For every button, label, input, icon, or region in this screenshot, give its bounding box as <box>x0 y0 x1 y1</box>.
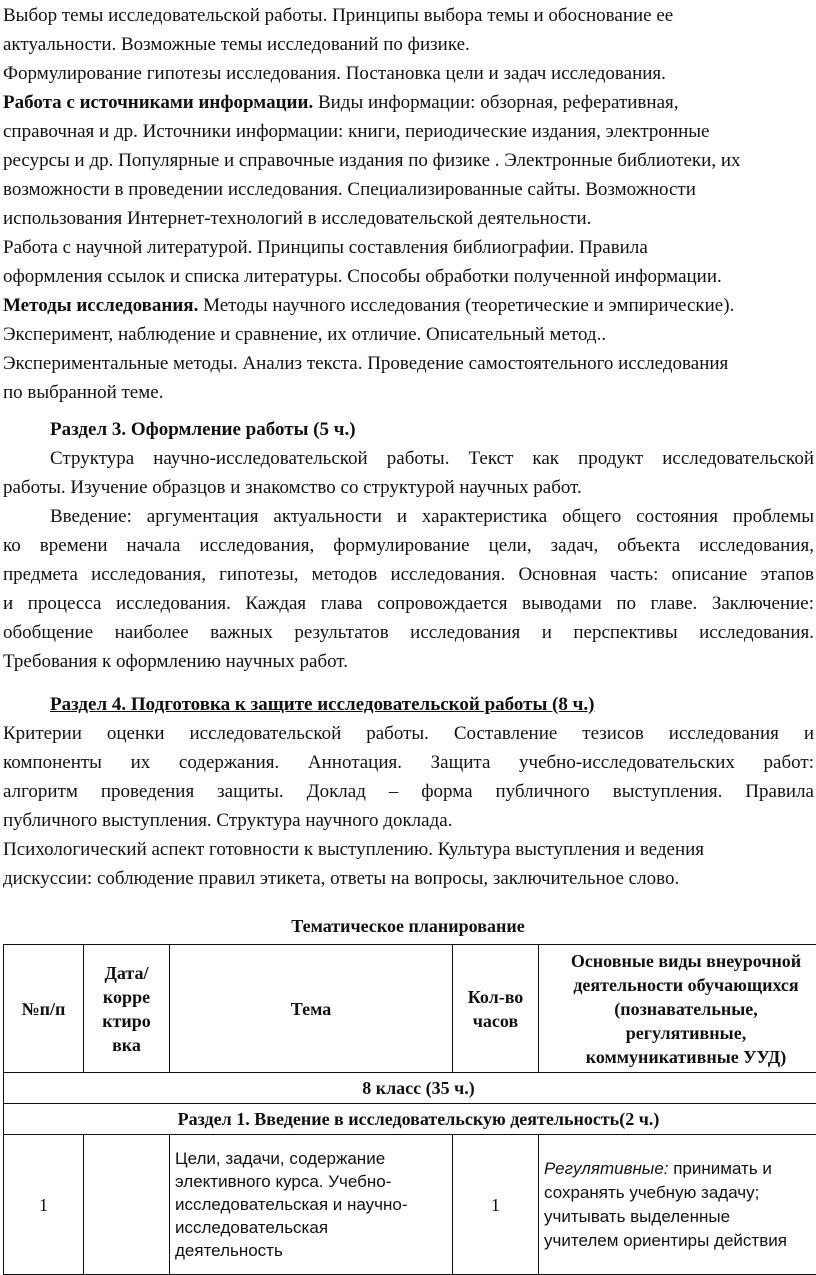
text-line: ресурсы и др. Популярные и справочные издания по физике . Электронные библиотеки, их <box>3 146 816 175</box>
text-line: оформления ссылок и списка литературы. Способы обработки полученной информации. <box>3 262 816 291</box>
text-line: и процесса исследования. Каждая глава сопровождается выводами по главе. Заключение: <box>3 589 814 618</box>
text-line: Эксперимент, наблюдение и сравнение, их отличие. Описательный метод.. <box>3 320 816 349</box>
header-hours <box>453 945 539 1073</box>
header-activities-line: коммуникативные УУД) <box>544 1045 816 1069</box>
header-activities-line: (познавательные, <box>544 997 816 1021</box>
section-row-label: Раздел 1. Введение в исследовательскую деятельность(2 ч.) <box>4 1104 816 1135</box>
row-activity-line: учитывать выделенные <box>544 1205 816 1229</box>
text-line: дискуссии: соблюдение правил этикета, ответы на вопросы, заключительное слово. <box>3 864 814 893</box>
row-topic-line: деятельность <box>175 1239 447 1262</box>
table-row <box>4 1135 816 1275</box>
header-hours-line: Кол-во <box>458 985 533 1009</box>
activity-label: Регулятивные: <box>544 1159 669 1178</box>
text-line: Выбор темы исследовательской работы. Принципы выбора темы и обоснование ее <box>3 1 816 30</box>
text-line: работы. Изучение образцов и знакомство со структурой научных работ. <box>3 473 814 502</box>
text-line: алгоритм проведения защиты. Доклад – форма публичного выступления. Правила <box>3 777 814 806</box>
row-topic-line: элективного курса. Учебно- <box>175 1170 447 1193</box>
row-date <box>84 1135 170 1275</box>
text-line: Экспериментальные методы. Анализ текста. Проведение самостоятельного исследования <box>3 349 816 378</box>
text-line: компоненты их содержания. Аннотация. Защита учебно-исследовательских работ: <box>3 748 814 777</box>
text-line: Психологический аспект готовности к выступлению. Культура выступления и ведения <box>3 835 814 864</box>
text-line: Критерии оценки исследовательской работы. Составление тезисов исследования и <box>3 719 814 748</box>
text-line: Структура научно-исследовательской работы. Текст как продукт исследовательской <box>3 444 814 473</box>
methods-heading: Методы исследования. <box>3 295 198 316</box>
table-title: Тематическое планирование <box>0 914 816 938</box>
methods-first-line <box>3 291 816 320</box>
row-activities <box>539 1135 816 1275</box>
text-line: Формулирование гипотезы исследования. Постановка цели и задач исследования. <box>3 59 816 88</box>
header-activities-line: регулятивные, <box>544 1021 816 1045</box>
header-date-line: корре <box>89 985 164 1009</box>
grade-row-label: 8 класс (35 ч.) <box>4 1073 816 1104</box>
header-topic: Тема <box>170 945 453 1073</box>
text-line: Введение: аргументация актуальности и характеристика общего состояния проблемы <box>3 502 814 531</box>
text-line: возможности в проведении исследования. Специализированные сайты. Возможности <box>3 175 816 204</box>
section-3-title: Раздел 3. Оформление работы (5 ч.) <box>3 415 814 444</box>
table-header-row <box>4 945 816 1073</box>
header-activities-line: деятельности обучающихся <box>544 973 816 997</box>
text-line: Требования к оформлению научных работ. <box>3 647 814 676</box>
header-date-line: Дата/ <box>89 961 164 985</box>
header-date-line: вка <box>89 1033 164 1057</box>
row-activity-first-line <box>544 1157 816 1181</box>
sources-first-line <box>3 88 816 117</box>
text-line: Работа с научной литературой. Принципы составления библиографии. Правила <box>3 233 816 262</box>
text-line: обобщение наиболее важных результатов исследования и перспективы исследования. <box>3 618 814 647</box>
sources-heading: Работа с источниками информации. <box>3 92 313 113</box>
section-3 <box>3 415 814 676</box>
activity-first-rest: принимать и <box>669 1159 772 1178</box>
row-topic-line: Цели, задачи, содержание <box>175 1147 447 1170</box>
section-row <box>4 1104 816 1135</box>
row-activity-line: учителем ориентиры действия <box>544 1229 816 1253</box>
text-line: по выбранной теме. <box>3 378 816 407</box>
text-line: публичного выступления. Структура научного доклада. <box>3 806 814 835</box>
row-hours: 1 <box>453 1135 539 1275</box>
text-line: использования Интернет-технологий в исследовательской деятельности. <box>3 204 816 233</box>
methods-first-rest: Методы научного исследования (теоретические и эмпирические). <box>198 295 734 316</box>
thematic-plan-table <box>3 944 816 1275</box>
header-activities <box>539 945 816 1073</box>
header-hours-line: часов <box>458 1009 533 1033</box>
intro-block <box>3 1 816 407</box>
text-line: предмета исследования, гипотезы, методов исследования. Основная часть: описание этапов <box>3 560 814 589</box>
grade-row <box>4 1073 816 1104</box>
header-date-line: ктиро <box>89 1009 164 1033</box>
row-num: 1 <box>4 1135 84 1275</box>
text-line: актуальности. Возможные темы исследований по физике. <box>3 30 816 59</box>
row-topic-line: исследовательская <box>175 1216 447 1239</box>
header-activities-line: Основные виды внеурочной <box>544 949 816 973</box>
row-topic <box>170 1135 453 1275</box>
sources-first-rest: Виды информации: обзорная, реферативная, <box>313 92 678 113</box>
row-topic-line: исследовательская и научно- <box>175 1193 447 1216</box>
header-date <box>84 945 170 1073</box>
row-activity-line: сохранять учебную задачу; <box>544 1181 816 1205</box>
text-line: ко времени начала исследования, формулирование цели, задач, объекта исследования, <box>3 531 814 560</box>
section-4-title: Раздел 4. Подготовка к защите исследовательской работы (8 ч.) <box>3 690 814 719</box>
text-line: справочная и др. Источники информации: книги, периодические издания, электронные <box>3 117 816 146</box>
section-4 <box>3 690 814 893</box>
header-num: №п/п <box>4 945 84 1073</box>
